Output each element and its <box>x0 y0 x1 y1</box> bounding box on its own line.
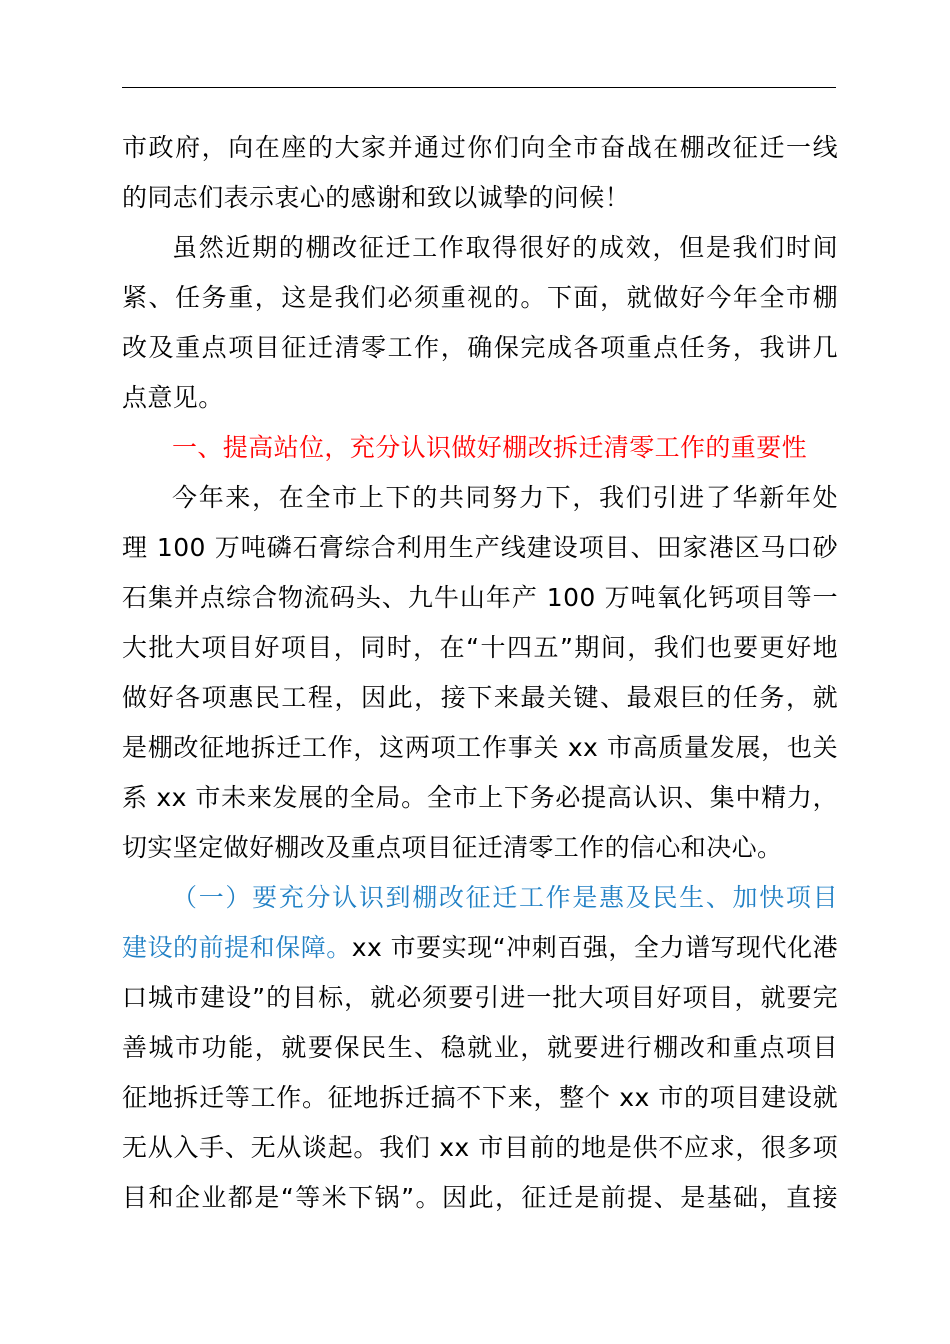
paragraph-3-line-8: 切实坚定做好棚改及重点项目征迁清零工作的信心和决心。 <box>122 833 783 862</box>
paragraph-3-line-4: 大批大项目好项目，同时，在“十四五”期间，我们也要更好地 <box>122 633 838 662</box>
paragraph-3-line-5: 做好各项惠民工程，因此，接下来最关键、最艰巨的任务，就 <box>122 683 838 712</box>
paragraph-2-line-1: 虽然近期的棚改征迁工作取得很好的成效，但是我们时间 <box>172 233 838 262</box>
paragraph-4-line-5: 征地拆迁等工作。征地拆迁搞不下来，整个 xx 市的项目建设就 <box>122 1083 838 1112</box>
paragraph-3-line-3: 石集并点综合物流码头、九牛山年产 100 万吨氧化钙项目等一 <box>122 583 838 612</box>
paragraph-3-line-1: 今年来，在全市上下的共同努力下，我们引进了华新年处 <box>172 483 838 512</box>
paragraph-4-line-6: 无从入手、无从谈起。我们 xx 市目前的地是供不应求，很多项 <box>122 1133 838 1162</box>
paragraph-3-line-2: 理 100 万吨磷石膏综合利用生产线建设项目、田家港区马口砂 <box>122 533 838 562</box>
subheading-line-2: 建设的前提和保障。 <box>122 933 352 962</box>
header-rule <box>122 87 836 88</box>
paragraph-1-line-2: 的同志们表示衷心的感谢和致以诚挚的问候！ <box>122 183 631 212</box>
paragraph-4-line-2 <box>122 931 838 965</box>
paragraph-4-line-2-rest: xx 市要实现“冲刺百强，全力谱写现代化港 <box>351 933 839 962</box>
paragraph-4-line-7: 目和企业都是“等米下锅”。因此，征迁是前提、是基础，直接 <box>122 1183 838 1212</box>
paragraph-3-line-7: 系 xx 市未来发展的全局。全市上下务必提高认识、集中精力， <box>122 783 838 812</box>
paragraph-4-line-3: 口城市建设”的目标，就必须要引进一批大项目好项目，就要完 <box>122 983 838 1012</box>
subheading-line-1: （一）要充分认识到棚改征迁工作是惠及民生、加快项目 <box>172 883 838 912</box>
paragraph-2-line-4: 点意见。 <box>122 383 224 412</box>
paragraph-1-line-1: 市政府，向在座的大家并通过你们向全市奋战在棚改征迁一线 <box>122 133 838 162</box>
paragraph-4-line-4: 善城市功能，就要保民生、稳就业，就要进行棚改和重点项目 <box>122 1033 838 1062</box>
paragraph-2-line-3: 改及重点项目征迁清零工作，确保完成各项重点任务，我讲几 <box>122 333 838 362</box>
section-heading: 一、提高站位，充分认识做好棚改拆迁清零工作的重要性 <box>172 433 808 462</box>
paragraph-3-line-6: 是棚改征地拆迁工作，这两项工作事关 xx 市高质量发展，也关 <box>122 733 838 762</box>
paragraph-2-line-2: 紧、任务重，这是我们必须重视的。下面，就做好今年全市棚 <box>122 283 838 312</box>
